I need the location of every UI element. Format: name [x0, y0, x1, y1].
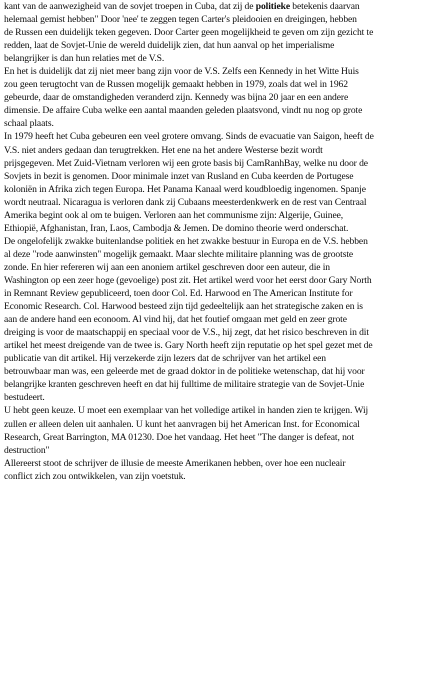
- text-line-17: Amerika begint ook al om te buigen. Verloren aan het communisme zijn: Algerije, Guinee,: [4, 209, 344, 221]
- text-line-2: helemaal gemist hebben" Door 'nee' te zeggen tegen Carter's pleidooien en dreigingen, hebben: [4, 14, 357, 26]
- document-page: [4, 0, 444, 700]
- text-line-16: wordt neutraal. Nicaragua is verloren dank zij Cubaans meesterdenkwerk en de rest van Centraal: [4, 196, 367, 208]
- text-line-31: bestudeert.: [4, 392, 45, 404]
- text-line-11: In 1979 heeft het Cuba gebeuren een veel grotere omvang. Sinds de evacuatie van Saigon, heeft de: [4, 131, 374, 143]
- text-line-1-start: kant van de aanwezigheid van de sovjet troepen in Cuba, dat zij de: [4, 1, 256, 12]
- text-line-33: zullen er alleen delen uit aanhalen. U kunt het aanvragen bij het American Inst. for Economical: [4, 418, 360, 430]
- text-line-23: in Remnant Review gepubliceerd, toen door Col. Ed. Harwood en The American Institute for: [4, 288, 353, 300]
- text-line-19: De ongelofelijk zwakke buitenlandse politiek en het zwakke bestuur in Europa en de V.S. hebben: [4, 235, 368, 247]
- text-line-6: En het is duidelijk dat zij niet meer bang zijn voor de V.S. Zelfs een Kennedy in het Witte Huis: [4, 66, 359, 78]
- text-line-14: Sovjets in bezit is genomen. Door minimale inzet van Rusland en Cuba keerden de Portugese: [4, 170, 354, 182]
- text-line-34: Research, Great Barrington, MA 01230. Doe het vandaag. Het heet "The danger is defeat, not: [4, 431, 355, 443]
- text-line-1-end: betekenis daarvan: [290, 1, 360, 12]
- text-line-35: destruction": [4, 444, 50, 456]
- text-line-4: redden, laat de Sovjet-Unie de wereld duidelijk zien, dat hun aanval op het imperialisme: [4, 40, 335, 52]
- text-line-10: schaal plaats.: [4, 118, 54, 130]
- text-line-13: prijsgegeven. Met Zuid-Vietnam verloren wij een grote basis bij CamRanhBay, welke nu door de: [4, 157, 368, 169]
- text-line-27: artikel het meest dreigende van de twee is. Gary North heeft zijn reputatie op het spel gezet met de: [4, 340, 373, 352]
- text-line-9: dimensie. De affaire Cuba welke een aantal maanden geleden plaatsvond, vindt nu nog op grote: [4, 105, 363, 117]
- text-line-36: Allereerst stoot de schrijver de illusie de meeste Amerikanen hebben, over hoe een nucleair: [4, 457, 346, 469]
- text-line-25: aan de andere hand een econoom. Al vind hij, dat het foutief omgaan met geld en zeer grote: [4, 314, 347, 326]
- text-line-15: koloniën in Afrika zich tegen Europa. Het Panama Kanaal werd koudbloedig ingenomen. Spanje: [4, 183, 366, 195]
- text-line-32: U hebt geen keuze. U moet een exemplaar van het volledige artikel in handen zien te krijgen. Wij: [4, 405, 369, 417]
- bold-word-politieke: politieke: [255, 1, 290, 12]
- text-line-3: de Russen een duidelijk teken gegeven. Door Carter geen mogelijkheid te geven om zijn gezicht te: [4, 27, 374, 39]
- text-line-18: Ethiopië, Afghanistan, Iran, Laos, Cambodja & Jemen. De domino theorie werd onderschat.: [4, 222, 349, 234]
- text-line-26: dreiging is voor de maatschappij en speciaal voor de V.S., hij zegt, dat het risico beschreven in dit: [4, 327, 369, 339]
- text-line-30: belangrijke kranten geschreven heeft en dat hij fulltime de militaire strategie van de Sovjet-Unie: [4, 379, 365, 391]
- text-line-28: publicatie van dit artikel. Hij verzekerde zijn lezers dat de schrijver van het artikel een: [4, 353, 327, 365]
- text-line-5: belangrijker is dan hun relaties met de V.S.: [4, 53, 165, 65]
- text-line-22: Washington op een zeer hoge (gevoelige) post zit. Het artikel werd voor het eerst door Gary North: [4, 274, 372, 286]
- text-line-20: al deze "rode aanwinsten" mogelijk gemaakt. Maar slechte militaire planning was de grootste: [4, 248, 354, 260]
- text-line-29: betrouwbaar man was, een geleerde met de graad doktor in de politieke wetenschap, dat hij voor: [4, 366, 365, 378]
- text-line-37: conflict zich zou ontwikkelen, van zijn voetstuk.: [4, 470, 186, 482]
- text-line-24: Economic Research. Col. Harwood besteed zijn tijd gedeeltelijk aan het strategische zaken en is: [4, 301, 363, 313]
- text-line-1: [4, 0, 444, 13]
- text-line-8: gebeurde, daar de omstandigheden veranderd zijn. Kennedy was bijna 20 jaar en een andere: [4, 92, 349, 104]
- text-line-21: zonde. En hier refereren wij aan een anoniem artikel geschreven door een auteur, die in: [4, 261, 331, 273]
- text-line-12: V.S. niet anders gedaan dan terugtrekken. Het ene na het andere Westerse bezit wordt: [4, 144, 323, 156]
- text-line-7: zou geen terugtocht van de Russen mogelijk gemaakt hebben in 1979, zoals dat wel in 1962: [4, 79, 348, 91]
